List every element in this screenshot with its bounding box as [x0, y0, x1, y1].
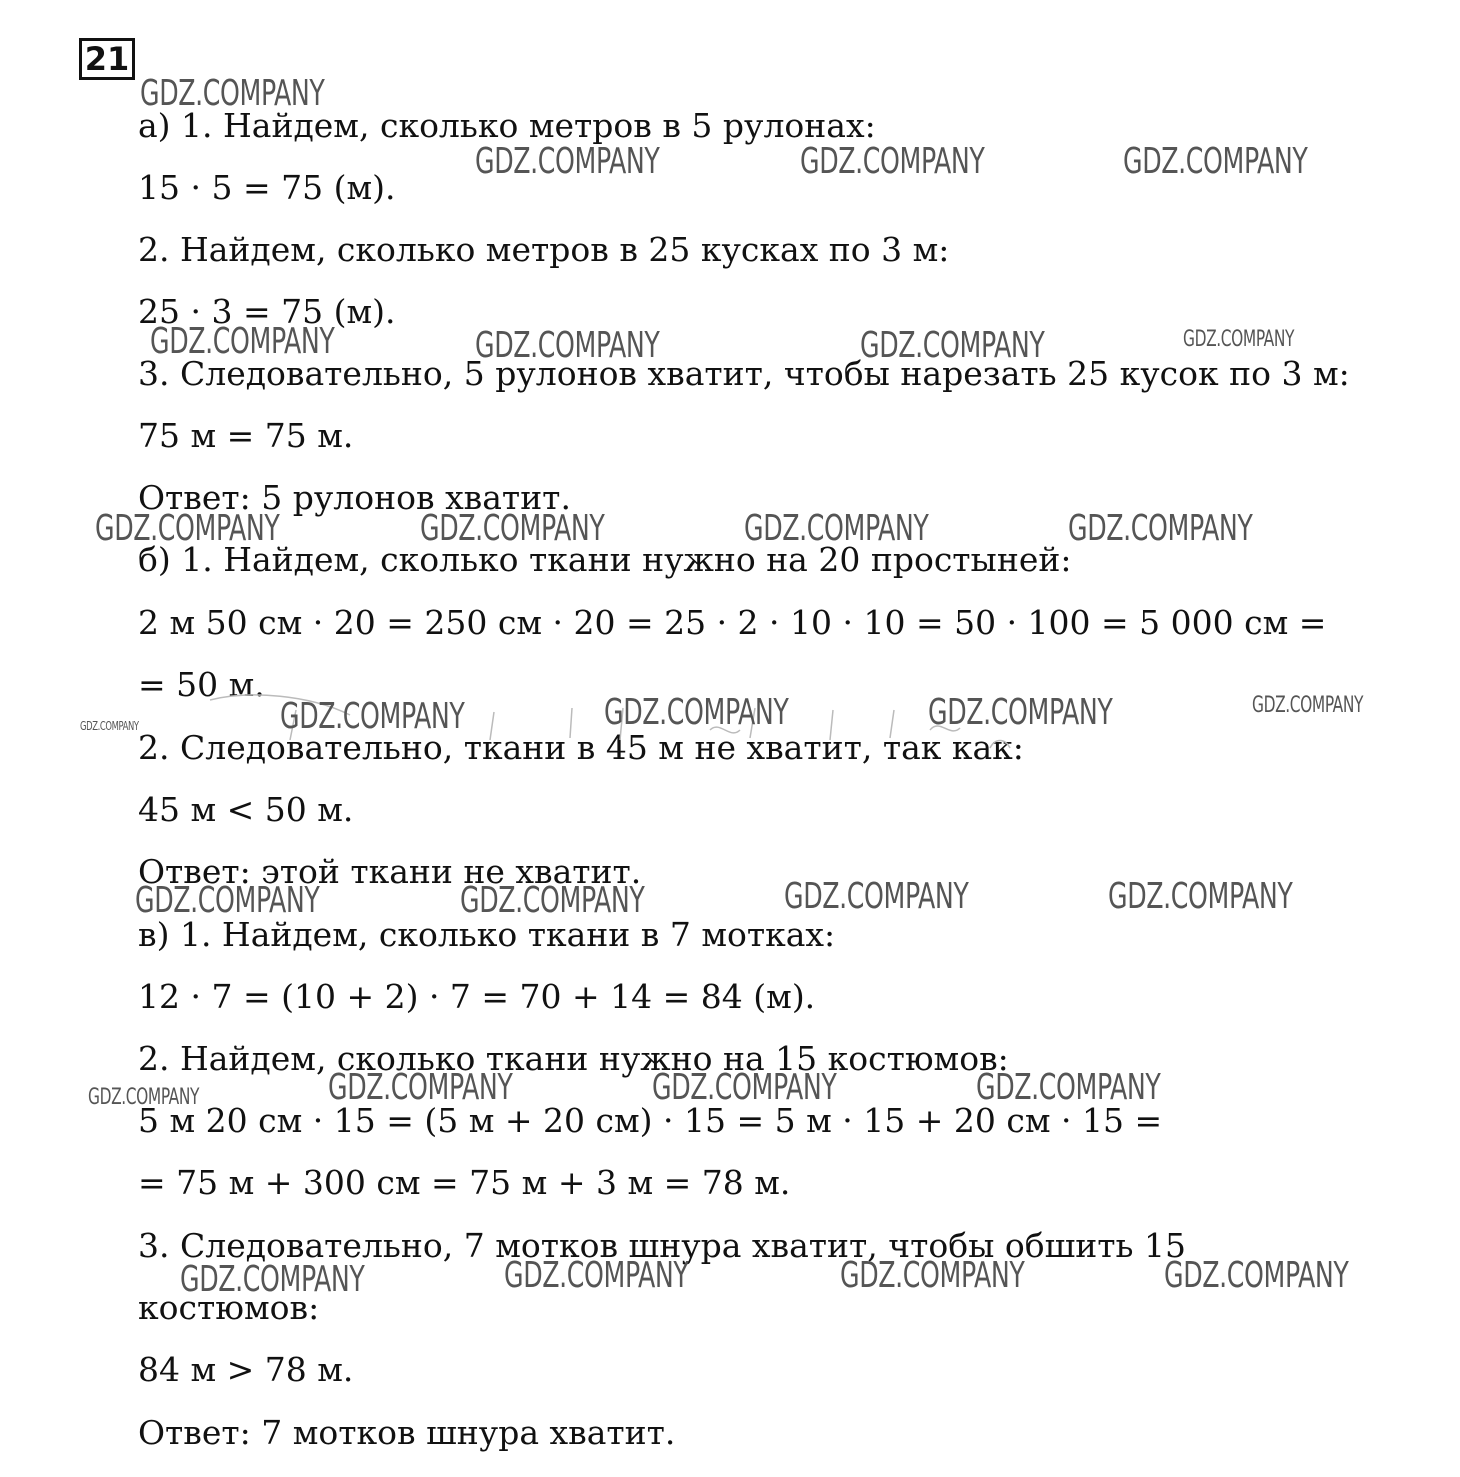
text-line: костюмов: [138, 1288, 320, 1327]
text-line: 2 м 50 см · 20 = 250 см · 20 = 25 · 2 · 10 · 10 = 50 · 100 = 5 000 см = [138, 603, 1327, 642]
answer-line: Ответ: 7 мотков шнура хватит. [138, 1413, 676, 1452]
watermark: GDZ.COMPANY [976, 1067, 1161, 1108]
text-line: = 50 м. [138, 665, 265, 704]
watermark: GDZ.COMPANY [860, 325, 1045, 366]
watermark: GDZ.COMPANY [652, 1067, 837, 1108]
watermark: GDZ.COMPANY [1108, 876, 1293, 917]
text-line: 3. Следовательно, 7 мотков шнура хватит, чтобы обшить 15 [138, 1226, 1186, 1265]
watermark: GDZ.COMPANY [475, 141, 660, 182]
text-line: 12 · 7 = (10 + 2) · 7 = 70 + 14 = 84 (м). [138, 977, 816, 1016]
text-line: 45 м < 50 м. [138, 790, 354, 829]
text-line: 3. Следовательно, 5 рулонов хватит, чтобы нарезать 25 кусок по 3 м: [138, 354, 1350, 393]
watermark: GDZ.COMPANY [840, 1255, 1025, 1296]
watermark: GDZ.COMPANY [800, 141, 985, 182]
text-line: 25 · 3 = 75 (м). [138, 292, 396, 331]
watermark: GDZ.COMPANY [420, 508, 605, 549]
watermark: GDZ.COMPANY [1164, 1255, 1349, 1296]
watermark: GDZ.COMPANY [784, 876, 969, 917]
watermark: GDZ.COMPANY [180, 1259, 365, 1300]
answer-line: Ответ: этой ткани не хватит. [138, 852, 642, 891]
watermark: GDZ.COMPANY [1252, 693, 1364, 718]
watermark: GDZ.COMPANY [150, 321, 335, 362]
watermark: GDZ.COMPANY [135, 880, 320, 921]
watermark: GDZ.COMPANY [504, 1255, 689, 1296]
watermark: GDZ.COMPANY [1183, 327, 1295, 352]
watermark: GDZ.COMPANY [88, 1085, 200, 1110]
answer-line: Ответ: 5 рулонов хватит. [138, 478, 571, 517]
text-line: = 75 м + 300 см = 75 м + 3 м = 78 м. [138, 1163, 791, 1202]
watermark: GDZ.COMPANY [280, 696, 465, 737]
watermark: GDZ.COMPANY [744, 508, 929, 549]
text-line: 2. Найдем, сколько метров в 25 кусках по 3 м: [138, 230, 950, 269]
text-line: 75 м = 75 м. [138, 416, 354, 455]
text-line: в) 1. Найдем, сколько ткани в 7 мотках: [138, 915, 836, 954]
text-line: 2. Найдем, сколько ткани нужно на 15 костюмов: [138, 1039, 1009, 1078]
text-line: 15 · 5 = 75 (м). [138, 168, 396, 207]
watermark: GDZ.COMPANY [604, 692, 789, 733]
text-line: 5 м 20 см · 15 = (5 м + 20 см) · 15 = 5 м · 15 + 20 см · 15 = [138, 1101, 1163, 1140]
watermark: GDZ.COMPANY [328, 1067, 513, 1108]
watermark: GDZ.COMPANY [1068, 508, 1253, 549]
text-line: а) 1. Найдем, сколько метров в 5 рулонах: [138, 106, 876, 145]
watermark: GDZ.COMPANY [460, 880, 645, 921]
text-line: 2. Следовательно, ткани в 45 м не хватит, так как: [138, 728, 1024, 767]
watermark: GDZ.COMPANY [80, 719, 139, 733]
watermark: GDZ.COMPANY [475, 325, 660, 366]
text-line: б) 1. Найдем, сколько ткани нужно на 20 простыней: [138, 540, 1072, 579]
text-line: 84 м > 78 м. [138, 1350, 354, 1389]
watermark: GDZ.COMPANY [95, 508, 280, 549]
watermark: GDZ.COMPANY [928, 692, 1113, 733]
watermark: GDZ.COMPANY [140, 73, 325, 114]
watermark: GDZ.COMPANY [1123, 141, 1308, 182]
task-number-badge: 21 [79, 38, 135, 80]
